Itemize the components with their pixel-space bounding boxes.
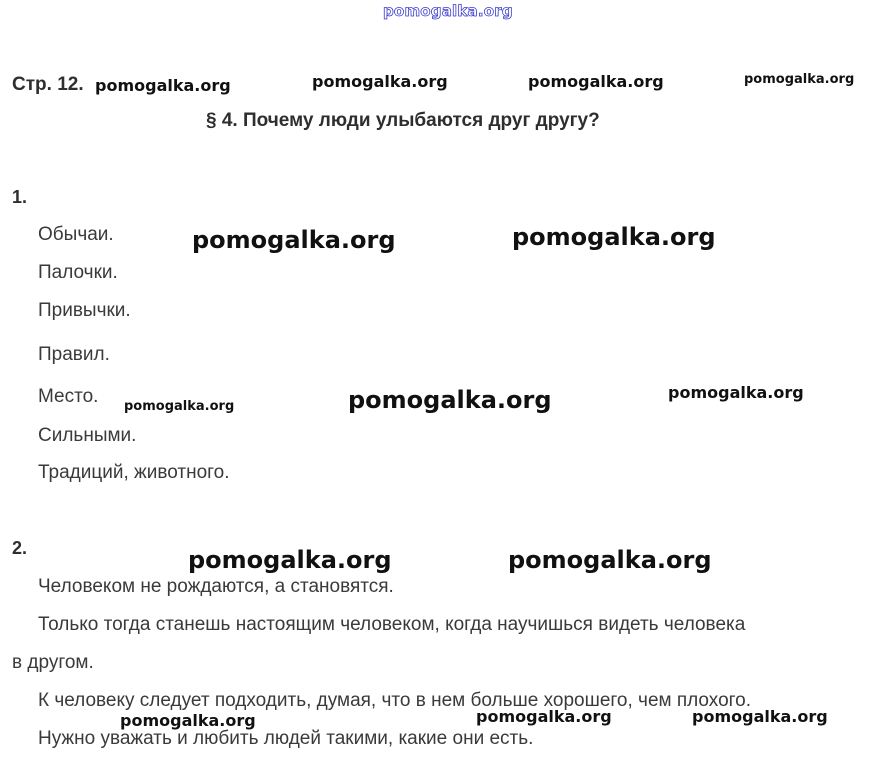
answer-line: Традиций, животного.	[38, 462, 230, 483]
watermark: pomogalka.org	[120, 711, 256, 730]
watermark: pomogalka.org	[668, 383, 804, 402]
answer-line: Правил.	[38, 344, 110, 365]
answer-line: Сильными.	[38, 425, 137, 446]
text-line: К человеку следует подходить, думая, что в нем больше хорошего, чем плохого.	[38, 690, 752, 711]
answer-line: Обычаи.	[38, 224, 114, 245]
text-line: Человеком не рождаются, а становятся.	[38, 576, 394, 597]
watermark: pomogalka.org	[312, 72, 448, 91]
section-title: § 4. Почему люди улыбаются друг другу?	[206, 110, 600, 131]
text-line: в другом.	[12, 652, 94, 673]
answer-line: Место.	[38, 386, 99, 407]
watermark: pomogalka.org	[192, 226, 396, 254]
watermark: pomogalka.org	[508, 546, 712, 574]
watermark: pomogalka.org	[744, 72, 855, 87]
watermark: pomogalka.org	[124, 399, 235, 414]
task-number: 1.	[12, 187, 28, 207]
text-line: Нужно уважать и любить людей такими, какие они есть.	[38, 728, 534, 749]
page-reference: Стр. 12.	[12, 74, 84, 95]
watermark: pomogalka.org	[512, 223, 716, 251]
watermark: pomogalka.org	[188, 546, 392, 574]
task-number: 2.	[12, 538, 28, 558]
watermark: pomogalka.org	[476, 707, 612, 726]
watermark: pomogalka.org	[528, 72, 664, 91]
answer-line: Привычки.	[38, 300, 131, 321]
watermark-top: pomogalka.org	[383, 2, 513, 20]
watermark: pomogalka.org	[95, 76, 231, 95]
text-line: Только тогда станешь настоящим человеком, когда научишься видеть человека	[38, 614, 746, 635]
watermark: pomogalka.org	[692, 707, 828, 726]
watermark: pomogalka.org	[348, 386, 552, 414]
answer-line: Палочки.	[38, 262, 118, 283]
